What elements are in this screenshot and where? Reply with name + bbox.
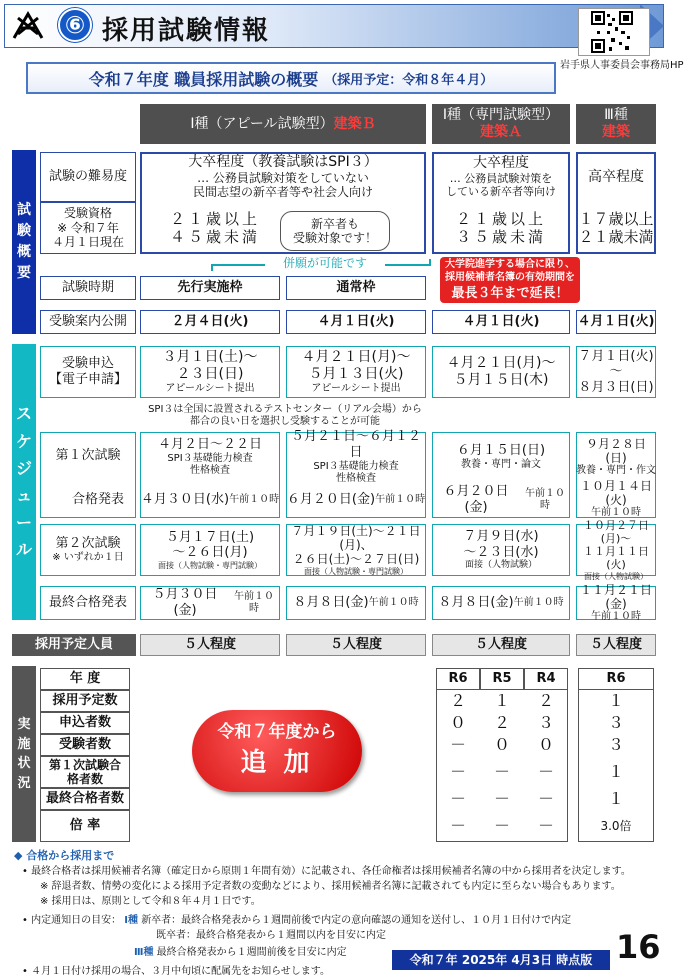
- qr-code[interactable]: [578, 8, 650, 56]
- section-schedule: [12, 344, 36, 620]
- side-char: ル: [15, 540, 32, 560]
- section-overview: [12, 150, 36, 334]
- value-cell: ０: [449, 713, 466, 733]
- text-line: ８月８日(金): [293, 595, 369, 611]
- c2-announce: ４月１日(火): [432, 310, 570, 334]
- label-final: 最終合格発表: [40, 586, 136, 620]
- footer-b2: • 内定通知日の目安： Ⅰ種 新卒者：最終合格発表から１週間前後で内定の意向確認の通知を送付し、１０月１日付けで内定: [22, 915, 572, 926]
- value-cell: －: [449, 735, 466, 755]
- col-header-3-red: 建築: [602, 124, 630, 140]
- col-header-2: [432, 104, 570, 144]
- year-cell: R6: [436, 668, 480, 690]
- text-line: １０月２７日(月)～: [583, 518, 649, 546]
- c1a-pass1: [140, 486, 280, 514]
- label-first: 第１次試験: [55, 448, 121, 464]
- text-line: ８月８日(金): [438, 595, 514, 611]
- text-line: 午前１０時: [591, 507, 641, 519]
- status-label-first-pass: 第１次試験合格者数: [40, 756, 130, 788]
- year-cell: R6: [578, 668, 654, 690]
- c1a-apply: [140, 346, 280, 398]
- text-line: 最長３年まで延長！: [451, 285, 569, 301]
- text-line: ５月１３日(火): [308, 366, 404, 382]
- text-line: ５月１７日(土): [165, 529, 255, 545]
- text-line: ７月９日(水): [463, 529, 539, 544]
- text-line: Ⅲ種: [134, 947, 154, 958]
- side-char: 要: [17, 265, 31, 281]
- text-line: 教養・専門・論文: [461, 458, 541, 470]
- status-label-final-pass: 最終合格者数: [40, 788, 130, 810]
- label-qualification: [40, 202, 136, 254]
- text-line: 午前１０時: [375, 494, 426, 505]
- subtitle-sub: （採用予定：令和８年４月）: [324, 72, 494, 88]
- subtitle-box: [26, 62, 556, 94]
- col-header-2-label: Ⅰ種（専門試験型）: [442, 107, 560, 124]
- c1b-period: 通常枠: [286, 276, 426, 300]
- c3-planned: ５人程度: [576, 634, 656, 656]
- text-line: ２６日(土)～２７日(日): [292, 552, 420, 567]
- text-line: Ⅰ種: [124, 915, 138, 926]
- text-line: 受験対象です！: [292, 231, 377, 245]
- value-cell: ３: [537, 713, 554, 733]
- value-cell: ３: [607, 713, 624, 733]
- label-apply: [40, 346, 136, 398]
- added-badge: [192, 710, 362, 792]
- text-line: ３５歳未満: [455, 228, 546, 246]
- c3-final: [576, 582, 656, 623]
- c1a-first: [140, 434, 280, 480]
- text-line: 第２次試験: [55, 536, 121, 552]
- spi-note: [120, 402, 450, 430]
- text-line: ５月１５日(木): [453, 372, 549, 388]
- c1b-announce: ４月１日(火): [286, 310, 426, 334]
- value-cell: －: [449, 816, 466, 836]
- extension-note: [440, 257, 580, 303]
- c2-second: [432, 524, 570, 576]
- text-line: 新卒者：最終合格発表から１週間前後で内定の意向確認の通知を送付し、１０月１日付けで内定: [141, 915, 572, 926]
- c1b-first: [286, 429, 426, 484]
- text-line: 新卒者も: [310, 216, 359, 231]
- text-line: ５月３０日(金): [152, 587, 218, 618]
- c1a-planned: ５人程度: [140, 634, 280, 656]
- status-label-ratio: 倍 率: [40, 810, 130, 842]
- text-line: ６月２０日(金): [443, 484, 509, 515]
- footer-b3: • ４月１日付け採用の場合、３月中旬頃に配属先をお知らせします。: [22, 966, 330, 977]
- page-title: 採用試験情報: [102, 16, 271, 46]
- value-cell: 3.0倍: [600, 818, 632, 833]
- value-cell: ０: [493, 735, 510, 755]
- side-char: 状: [17, 756, 31, 771]
- text-line: ４月１日付け採用の場合、３月中旬頃に配属先をお知らせします。: [31, 966, 330, 977]
- label-announce: 受験案内公開: [40, 310, 136, 334]
- text-line: ４月２１日(月)～: [301, 349, 411, 366]
- text-line: ２１歳以上: [455, 210, 546, 228]
- text-line: ５月２１日～６月１２日: [290, 429, 421, 460]
- side-char: ジ: [15, 458, 32, 478]
- value-cell: －: [449, 789, 466, 809]
- label-period: 試験時期: [40, 276, 136, 300]
- c1a-final: [140, 586, 280, 620]
- hp-label: 岩手県人事委員会事務局HP: [560, 60, 684, 71]
- text-line: 【電子申請】: [48, 372, 127, 387]
- text-line: ３月１日(土)～: [162, 349, 258, 366]
- col-header-1-label: Ⅰ種（アピール試験型）: [190, 115, 334, 132]
- c2-planned: ５人程度: [432, 634, 570, 656]
- side-char: 試: [17, 202, 31, 218]
- value-cell: －: [537, 762, 554, 782]
- footer-b2b: 既卒者：最終合格発表から１週間以内を目安に内定: [156, 930, 386, 941]
- text-line: ４月３０日(水): [140, 492, 230, 508]
- value-cell: ２: [449, 691, 466, 711]
- text-line: 面接（人物試験）: [464, 560, 537, 571]
- text-line: ４５歳未満: [169, 228, 260, 246]
- text-line: 内定通知日の目安：: [31, 915, 122, 926]
- text-line: 午前１０時: [368, 597, 419, 608]
- value-cell: １: [607, 691, 624, 711]
- text-line: SPI３は全国に設置されるテストセンター（リアル会場）から: [148, 404, 422, 415]
- text-line: ２３日(日): [176, 366, 244, 382]
- text-line: 教養・専門・作文: [576, 465, 656, 477]
- side-char: 概: [17, 244, 31, 260]
- value-cell: －: [493, 762, 510, 782]
- text-line: 午前１０時: [234, 591, 275, 614]
- status-label-planned: 採用予定数: [40, 690, 130, 712]
- label-second: [40, 524, 136, 576]
- section-number: ⑥: [58, 8, 92, 42]
- c3-pass1: [576, 478, 656, 519]
- text-line: 午前１０時: [525, 488, 566, 511]
- heigan-label: 併願が可能です: [265, 256, 385, 270]
- text-line: 令和７年度から: [217, 721, 337, 742]
- value-cell: －: [493, 816, 510, 836]
- side-char: 施: [17, 736, 31, 752]
- status-label-applicants: 申込者数: [40, 712, 130, 734]
- date-badge: 令和７年 2025年 4月3日 時点版: [392, 950, 610, 970]
- footer-b1n2: ※ 採用日は、原則として令和８年４月１日です。: [40, 896, 261, 907]
- text-line: ※ 令和７年: [57, 220, 119, 235]
- side-char: 実: [17, 717, 31, 732]
- col-header-3-label: Ⅲ種: [604, 107, 628, 124]
- c3-status-frame: [578, 668, 654, 842]
- value-cell: －: [449, 762, 466, 782]
- text-line: 受験資格: [63, 206, 112, 221]
- side-char: ュ: [15, 486, 32, 505]
- text-line: ８月３日(日): [578, 379, 654, 395]
- c3-second: [576, 518, 656, 581]
- year-cell: R5: [480, 668, 524, 690]
- c2-apply: [432, 346, 570, 398]
- text-line: ～２６日(月): [172, 545, 248, 561]
- c1a-announce: ２月４日(火): [140, 310, 280, 334]
- value-cell: －: [537, 789, 554, 809]
- prefecture-emblem: [10, 10, 46, 42]
- value-cell: ０: [537, 735, 554, 755]
- c1-qualification: [150, 206, 280, 250]
- c1b-pass1: [286, 486, 426, 514]
- text-line: 性格検査: [336, 472, 376, 484]
- text-line: ９月２８日(日): [585, 436, 646, 465]
- label-pass1: 合格発表: [71, 492, 124, 508]
- text-line: 最終合格発表から１週間前後を目安に内定: [156, 947, 347, 958]
- text-line: アピールシート提出: [311, 382, 401, 394]
- footer-heading: ◆ 合格から採用まで: [14, 849, 115, 862]
- col-header-2-red: 建築Ａ: [480, 124, 522, 140]
- c1a-second: [140, 524, 280, 576]
- text-line: １０月１４日(火): [579, 478, 652, 507]
- col-header-3: [576, 104, 656, 144]
- value-cell: －: [537, 816, 554, 836]
- text-line: １１月１１日(火): [583, 545, 649, 572]
- text-line: ６月２０日(金): [286, 492, 376, 508]
- text-line: SPI３基礎能力検査: [313, 460, 399, 472]
- value-cell: １: [607, 762, 624, 782]
- side-char: ー: [15, 513, 32, 533]
- text-line: アピールシート提出: [165, 382, 255, 394]
- c3-announce: ４月１日(火): [576, 310, 656, 334]
- c2-pass1: [432, 486, 570, 514]
- value-cell: ３: [607, 735, 624, 755]
- c2-status-frame: [436, 668, 568, 842]
- c2-difficulty: [434, 154, 568, 200]
- text-line: 午前１０時: [513, 597, 564, 608]
- text-line: 午前１０時: [591, 611, 641, 623]
- text-line: 面接（人物試験・専門試験）: [158, 560, 262, 570]
- text-line: ４月２日～２２日: [157, 437, 262, 453]
- footer-b1: • 最終合格者は採用候補者名簿（確定日から原則１年間有効）に記載され、各任命権者は採用候補者名簿の中から採用者を決定します。: [22, 866, 631, 877]
- side-char: 況: [17, 775, 31, 791]
- side-char: ケ: [15, 431, 32, 451]
- text-line: 最終合格者は採用候補者名簿（確定日から原則１年間有効）に記載され、各任命権者は採用候補者名簿の中から採用者を決定します。: [31, 866, 631, 877]
- c1b-final: [286, 586, 426, 620]
- side-char: ス: [15, 404, 32, 424]
- text-line: 追 加: [240, 747, 314, 778]
- text-line: ～２３日(水): [463, 544, 539, 560]
- c1b-apply: [286, 346, 426, 398]
- footer-b1n1: ※ 辞退者数、情勢の変化による採用予定者数の変動などにより、採用候補者名簿に記載されても内定に至らない場合もあります。: [40, 881, 621, 892]
- c2-first: [432, 434, 570, 480]
- text-line: 午前１０時: [229, 494, 280, 505]
- c2-final: [432, 586, 570, 620]
- subtitle-main: 令和７年度 職員採用試験の概要: [88, 69, 319, 89]
- text-line: … 公務員試験対策をしていない: [197, 171, 369, 185]
- label-planned: 採用予定人員: [12, 634, 136, 656]
- text-line: ７月１日(火)～: [578, 348, 654, 380]
- c3-qualification: [578, 206, 654, 250]
- text-line: SPI３基礎能力検査: [167, 452, 253, 464]
- text-line: 都合の良い日を選択し受験することが可能: [190, 416, 380, 427]
- section-status: [12, 666, 36, 842]
- col-header-1-red: 建築Ｂ: [333, 115, 376, 132]
- year-cell: R4: [524, 668, 568, 690]
- c2-qualification: [434, 206, 568, 250]
- value-cell: １: [607, 789, 624, 809]
- c3-apply: [576, 346, 656, 398]
- text-line: … 公務員試験対策を: [449, 172, 553, 186]
- label-difficulty: 試験の難易度: [40, 152, 136, 202]
- col-header-1: [140, 104, 426, 144]
- text-line: ７月１９日(土)～２１日(月)、: [291, 523, 421, 553]
- text-line: ４月１日現在: [51, 235, 124, 250]
- status-label-year: 年 度: [40, 668, 130, 690]
- text-line: ※ いずれか１日: [52, 551, 124, 563]
- text-line: １１月２１日(金): [579, 582, 652, 611]
- text-line: 大卒程度: [473, 155, 529, 172]
- text-line: ２１歳以上: [169, 210, 260, 228]
- text-line: １７歳以上: [578, 210, 654, 228]
- text-line: ２１歳未満: [578, 228, 654, 246]
- c1b-planned: ５人程度: [286, 634, 426, 656]
- value-cell: －: [493, 789, 510, 809]
- text-line: 民間志望の新卒者等や社会人向け: [192, 185, 373, 200]
- c1b-second: [286, 524, 426, 576]
- text-line: 面接（人物試験）: [584, 571, 648, 581]
- value-cell: ２: [537, 691, 554, 711]
- text-line: 受験申込: [61, 356, 114, 372]
- text-line: 採用候補者名簿の有効期間を: [445, 272, 575, 284]
- page-number: 16: [616, 928, 661, 966]
- c3-difficulty: 高卒程度: [588, 168, 644, 185]
- text-line: 性格検査: [190, 464, 230, 476]
- c3-first: [576, 434, 656, 480]
- text-line: 大学院進学する場合に限り、: [445, 258, 575, 270]
- speech-bubble: [280, 211, 390, 251]
- value-cell: ２: [493, 713, 510, 733]
- text-line: ６月１５日(日): [456, 443, 546, 459]
- text-line: ４月２１日(月)～: [446, 355, 556, 372]
- text-line: している新卒者等向け: [446, 185, 556, 199]
- status-label-examinees: 受験者数: [40, 734, 130, 756]
- text-line: 面接（人物試験・専門試験）: [304, 566, 408, 576]
- c1-difficulty: [142, 154, 424, 200]
- side-char: 験: [17, 223, 31, 239]
- c1a-period: 先行実施枠: [140, 276, 280, 300]
- value-cell: １: [493, 691, 510, 711]
- text-line: 大卒程度（教養試験はSPI３）: [188, 154, 378, 171]
